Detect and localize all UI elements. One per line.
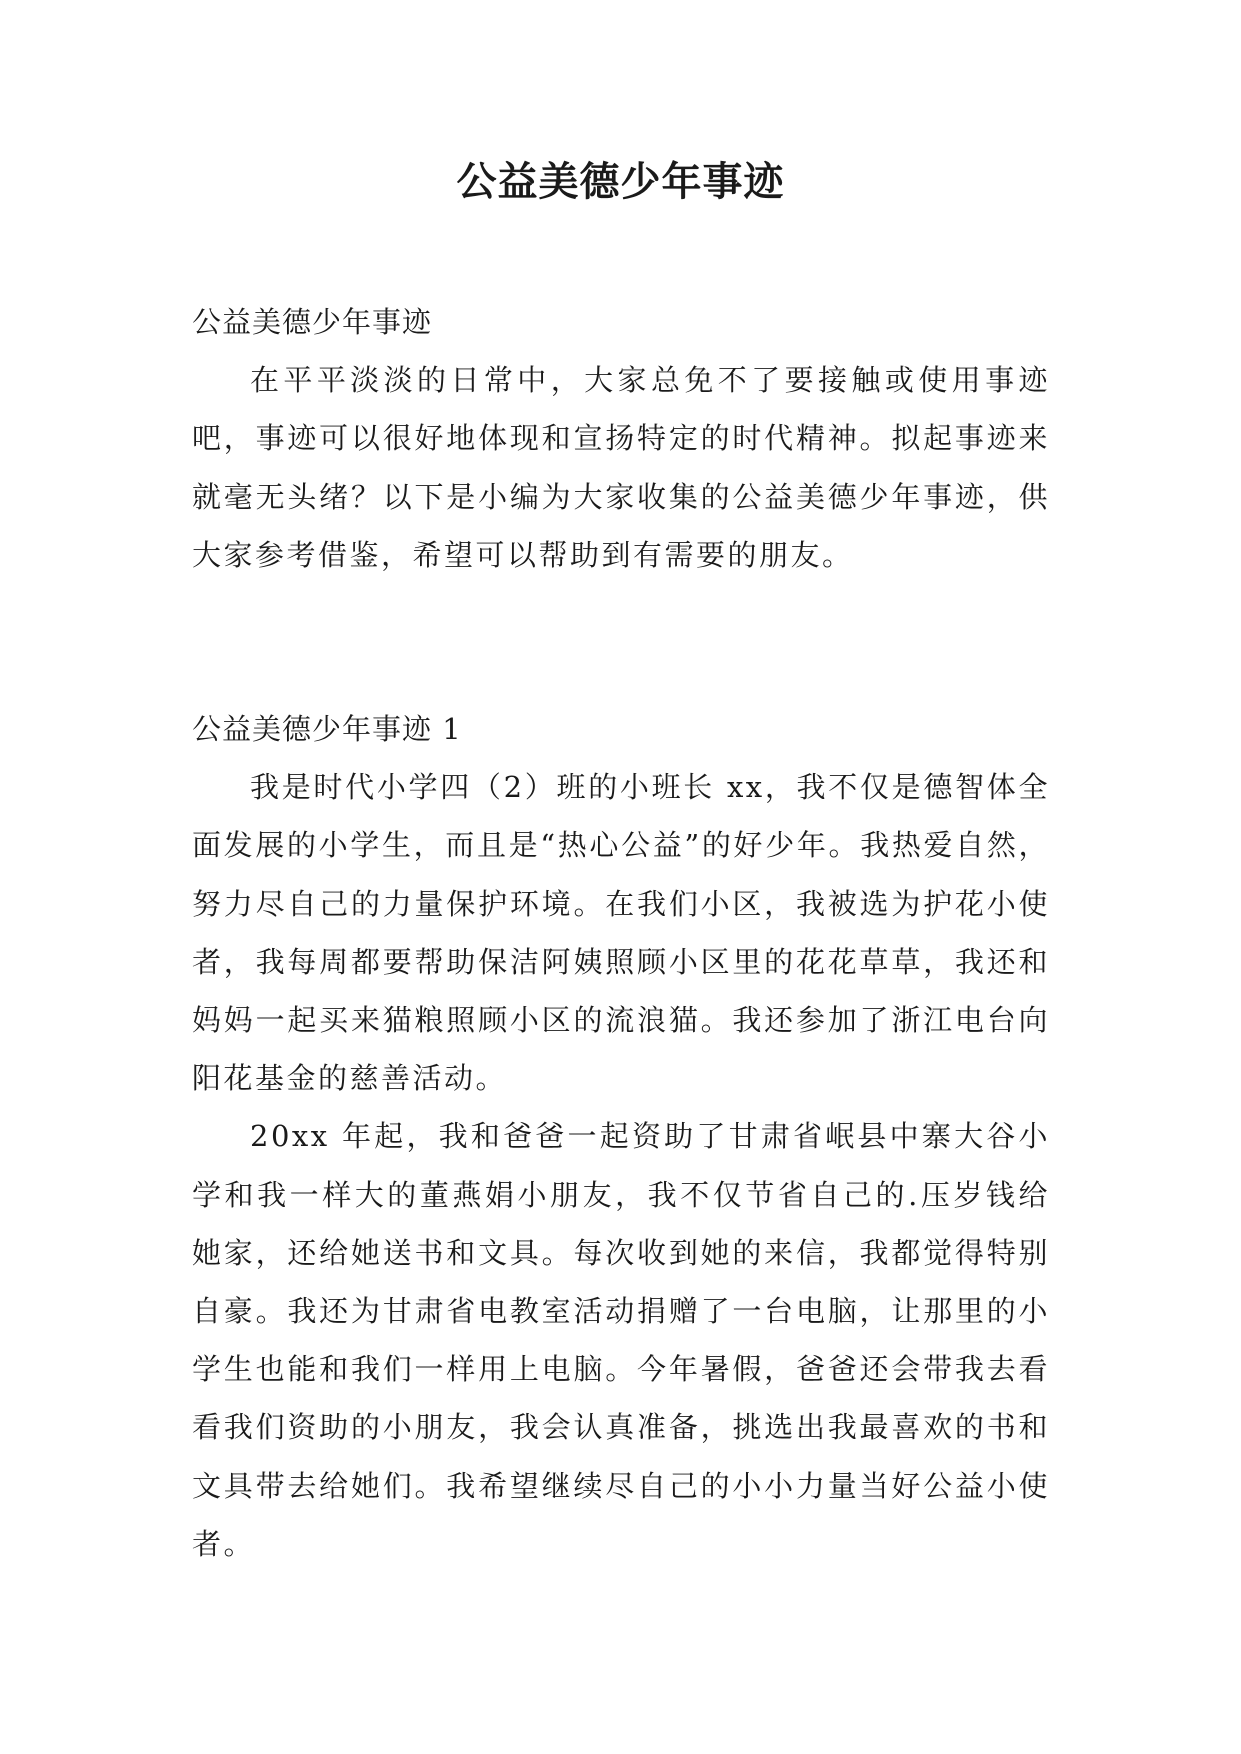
intro-paragraph: 在平平淡淡的日常中，大家总免不了要接触或使用事迹吧，事迹可以很好地体现和宣扬特定的时代精神。拟起事迹来就毫无头绪？以下是小编为大家收集的公益美德少年事迹，供大家参考借鉴，希望可以帮助到有需要的朋友。 [192, 363, 1050, 572]
document-title: 公益美德少年事迹 [456, 159, 785, 205]
document-body [192, 293, 1050, 1573]
section-spacer [192, 584, 1050, 700]
intro-label: 公益美德少年事迹 [192, 305, 433, 339]
section-1-paragraph-2: 20xx 年起，我和爸爸一起资助了甘肃省岷县中寨大谷小学和我一样大的董燕娟小朋友，我不仅节省自己的.压岁钱给她家，还给她送书和文具。每次收到她的来信，我都觉得特别自豪。我还为甘肃省电教室活动捐赠了一台电脑，让那里的小学生也能和我们一样用上电脑。今年暑假，爸爸还会带我去看看我们资助的小朋友，我会认真准备，挑选出我最喜欢的书和文具带去给她们。我希望继续尽自己的小小力量当好公益小使者。 [192, 1119, 1050, 1561]
section-1-paragraph-1: 我是时代小学四（2）班的小班长 xx，我不仅是德智体全面发展的小学生，而且是“热心公益”的好少年。我热爱自然，努力尽自己的力量保护环境。在我们小区，我被选为护花小使者，我每周都要帮助保洁阿姨照顾小区里的花花草草，我还和妈妈一起买来猫粮照顾小区的流浪猫。我还参加了浙江电台向阳花基金的慈善活动。 [192, 770, 1050, 1096]
section-1-label: 公益美德少年事迹 1 [192, 712, 462, 747]
